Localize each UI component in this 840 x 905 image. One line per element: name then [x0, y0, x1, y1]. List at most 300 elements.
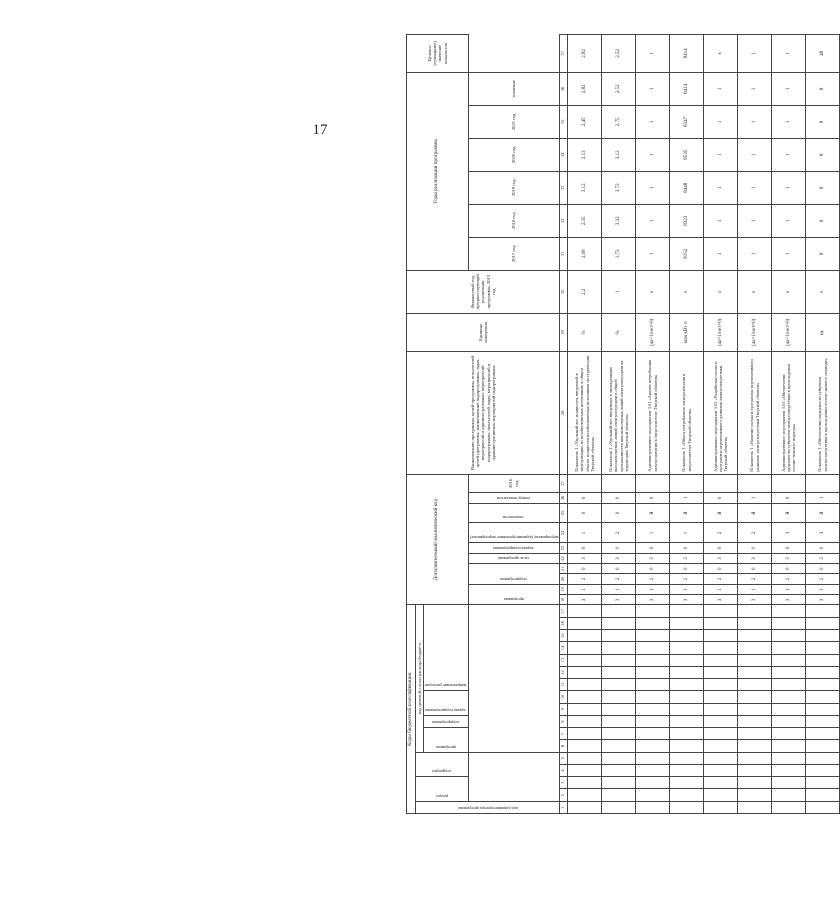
analytic-code-digit: 3 — [738, 553, 772, 563]
analytic-code-digit: 1 — [636, 584, 670, 594]
budget-code-cell — [670, 630, 704, 642]
year-value: 2,82 — [568, 72, 602, 105]
year-header: 2016 год — [468, 474, 559, 492]
budget-code-cell — [806, 801, 840, 813]
budget-code-cell — [704, 666, 738, 678]
budget-code-cell — [806, 764, 840, 776]
analytic-code-digit: 0 — [568, 493, 602, 503]
analytic-code-digit: Я — [704, 503, 738, 523]
budget-code-cell — [602, 728, 636, 740]
year-value: 1 — [738, 138, 772, 171]
analytic-code-digit: 0 — [636, 564, 670, 574]
budget-code-cell — [806, 679, 840, 691]
budget-code-cell — [806, 666, 840, 678]
budget-code-cell — [806, 752, 840, 764]
year-value: 1 — [772, 72, 806, 105]
budget-code-cell — [636, 801, 670, 813]
analytic-code-cell — [602, 474, 636, 492]
budget-code-cell — [738, 605, 772, 617]
year-header: 2019 год — [468, 171, 559, 204]
analytic-code-digit: 0 — [568, 503, 602, 523]
year-header: 2020 год — [468, 138, 559, 171]
an-indicator-type-header: показатели — [468, 503, 559, 523]
analytic-code-digit: 1 — [738, 493, 772, 503]
budget-code-cell — [806, 630, 840, 642]
year-value: 1 — [704, 105, 738, 138]
analytic-code-digit: 0 — [806, 564, 840, 574]
column-number: 4 — [560, 764, 568, 776]
budget-code-cell — [636, 642, 670, 654]
budget-code-cell — [568, 679, 602, 691]
budget-code-cell — [670, 654, 704, 666]
budget-code-cell — [636, 740, 670, 752]
analytic-code-digit: 1 — [806, 493, 840, 503]
indicator-name: Показатель 1 «Наличие схемы и программы перспективного развития электроэнергетики Тверской области» — [738, 352, 772, 475]
year-value: 1 — [636, 237, 670, 270]
final-value: 1 — [738, 35, 772, 73]
budget-code-cell — [806, 740, 840, 752]
year-value: 2,52 — [602, 72, 636, 105]
budget-code-cell — [704, 801, 738, 813]
year-value: 8535 — [670, 138, 704, 171]
analytic-code-digit: 2 — [806, 574, 840, 584]
year-value: 8 — [806, 105, 840, 138]
budget-code-cell — [806, 617, 840, 629]
base-year-value: 1 — [602, 270, 636, 313]
budget-code-cell — [738, 691, 772, 703]
budget-code-cell — [602, 654, 636, 666]
budget-code-cell — [602, 764, 636, 776]
analytic-code-cell — [704, 474, 738, 492]
year-value: 8448 — [670, 171, 704, 204]
final-value-subheader: значение — [468, 72, 559, 105]
budget-code-cell — [772, 679, 806, 691]
year-value: 3,12 — [602, 138, 636, 171]
analytic-code-digit: 0 — [738, 543, 772, 553]
budget-code-cell — [772, 642, 806, 654]
budget-code-cell — [772, 630, 806, 642]
analytic-code-digit: Я — [636, 503, 670, 523]
year-value: 2,35 — [568, 204, 602, 237]
year-value: 3,12 — [568, 171, 602, 204]
budget-code-cell — [670, 789, 704, 801]
column-number: 27 — [560, 474, 568, 492]
year-value: 8152 — [670, 237, 704, 270]
budget-code-cell — [772, 691, 806, 703]
analytic-code-cell — [636, 474, 670, 492]
final-value-header: Целевое (суммарное) значение показателя — [407, 35, 469, 73]
analytic-code-digit: 0 — [806, 543, 840, 553]
budget-code-cell — [602, 801, 636, 813]
analytic-code-digit: Я — [670, 503, 704, 523]
column-number: 13 — [560, 654, 568, 666]
analytic-code-digit: Я — [738, 503, 772, 523]
analytic-code-cell — [772, 474, 806, 492]
budget-code-cell — [772, 703, 806, 715]
budget-code-cell — [602, 617, 636, 629]
analytic-code-digit: 3 — [602, 553, 636, 563]
analytic-code-digit: 2 — [704, 574, 738, 584]
column-number: 22 — [560, 553, 568, 563]
analytic-code-digit: 0 — [602, 564, 636, 574]
budget-code-cell — [738, 617, 772, 629]
budget-code-cell — [772, 654, 806, 666]
budget-code-cell — [772, 801, 806, 813]
analytic-code-digit: 3 — [670, 595, 704, 605]
table-row — [704, 35, 738, 814]
analytic-code-digit: 2 — [670, 574, 704, 584]
header-row-1 — [407, 35, 416, 814]
budget-code-cell — [772, 728, 806, 740]
budget-code-cell — [738, 752, 772, 764]
analytic-code-digit: 3 — [568, 595, 602, 605]
analytic-code-digit: 3 — [806, 523, 840, 543]
year-value: 8323 — [670, 204, 704, 237]
task-header: задача подпрограммы — [424, 691, 468, 716]
budget-code-cell — [568, 728, 602, 740]
analytic-code-digit: 0 — [670, 564, 704, 574]
year-value: 1 — [704, 138, 738, 171]
budget-code-cell — [670, 715, 704, 727]
budget-code-cell — [738, 630, 772, 642]
expense-direction-header: направление расходов — [424, 605, 468, 691]
column-number: 6 — [560, 740, 568, 752]
year-value: 3,32 — [602, 204, 636, 237]
budget-code-cell — [602, 642, 636, 654]
budget-code-cell — [772, 764, 806, 776]
analytic-code-digit: 1 — [670, 584, 704, 594]
analytic-code-digit: 0 — [602, 493, 636, 503]
budget-code-cell — [636, 715, 670, 727]
years-group-header: Годы реализации программы — [407, 72, 469, 270]
budget-code-cell — [806, 728, 840, 740]
budget-code-cell — [670, 666, 704, 678]
budget-code-cell — [636, 605, 670, 617]
budget-code-cell — [602, 715, 636, 727]
year-header: 2021 год — [468, 105, 559, 138]
analytic-code-digit: 0 — [772, 543, 806, 553]
admin-code-header: код администратора программы — [415, 801, 559, 813]
budget-code-cell — [670, 752, 704, 764]
subprogram-header: подпрограмма — [424, 715, 468, 727]
indicators-table — [406, 34, 840, 814]
year-value: 8 — [806, 204, 840, 237]
year-value: 8 — [806, 72, 840, 105]
budget-code-cell — [772, 752, 806, 764]
analytic-code-digit: 1 — [704, 584, 738, 594]
year-value: 8347 — [670, 105, 704, 138]
column-number: 7 — [560, 728, 568, 740]
analytic-code-digit: 3 — [772, 595, 806, 605]
budget-code-cell — [738, 740, 772, 752]
analytic-code-digit: 1 — [670, 493, 704, 503]
analytic-code-digit: 0 — [568, 543, 602, 553]
unit-cell: (да=1/нет=0) — [772, 313, 806, 351]
analytic-code-digit: 2 — [738, 574, 772, 584]
final-value: 2,82 — [568, 35, 602, 73]
year-value: 8 — [806, 237, 840, 270]
budget-code-cell — [806, 654, 840, 666]
year-value: 8 — [806, 171, 840, 204]
year-value: 2,08 — [568, 237, 602, 270]
analytic-code-digit: 2 — [602, 523, 636, 543]
budget-code-cell — [772, 777, 806, 789]
year-value: 1 — [704, 204, 738, 237]
budget-code-cell — [670, 691, 704, 703]
budget-code-cell — [602, 666, 636, 678]
analytic-code-digit: 0 — [704, 493, 738, 503]
analytic-code-digit: 3 — [568, 553, 602, 563]
budget-code-cell — [772, 666, 806, 678]
budget-code-cell — [806, 789, 840, 801]
year-value: 1 — [738, 72, 772, 105]
budget-code-cell — [704, 777, 738, 789]
budget-code-cell — [806, 642, 840, 654]
analytic-code-digit: 1 — [738, 584, 772, 594]
year-value: 8 — [806, 138, 840, 171]
column-number: 16 — [560, 617, 568, 629]
budget-code-cell — [806, 777, 840, 789]
column-number: 10 — [560, 691, 568, 703]
table-row — [602, 35, 636, 814]
analytic-code-digit: 1 — [568, 523, 602, 543]
column-number: 3 — [560, 777, 568, 789]
analytic-code-cell — [806, 474, 840, 492]
year-value: 1 — [738, 105, 772, 138]
base-year-value: х — [704, 270, 738, 313]
analytic-code-cell — [738, 474, 772, 492]
column-number: 31 — [560, 237, 568, 270]
year-value: 1 — [636, 72, 670, 105]
indicator-name: Административное мероприятие 3.03 «Обеспечение надежности субъектов электроэнергетики в прохождении осенне-зимнего периода» — [772, 352, 806, 475]
budget-code-cell — [568, 666, 602, 678]
year-value: 1 — [772, 138, 806, 171]
column-number: 11 — [560, 679, 568, 691]
final-value: 1 — [772, 35, 806, 73]
table-row — [568, 35, 602, 814]
column-number: 15 — [560, 630, 568, 642]
budget-code-cell — [806, 605, 840, 617]
final-value: 2,52 — [602, 35, 636, 73]
target-code-header: код целевой статьи расхода бюджета — [415, 605, 423, 752]
analytic-code-digit: 0 — [568, 564, 602, 574]
budget-code-cell — [738, 801, 772, 813]
column-number: 36 — [560, 72, 568, 105]
budget-code-cell — [704, 691, 738, 703]
analytic-code-digit: Я — [806, 503, 840, 523]
budget-code-cell — [568, 703, 602, 715]
year-value: 1 — [636, 204, 670, 237]
budget-code-cell — [602, 789, 636, 801]
base-year-value: х — [772, 270, 806, 313]
budget-code-cell — [772, 617, 806, 629]
analytic-code-digit: 3 — [670, 553, 704, 563]
analytic-code-digit: 3 — [602, 595, 636, 605]
analytic-code-header: Дополнительный аналитический код — [407, 474, 469, 605]
analytic-code-digit: 0 — [636, 493, 670, 503]
analytic-code-digit: 3 — [806, 553, 840, 563]
budget-code-cell — [568, 642, 602, 654]
budget-code-cell — [602, 679, 636, 691]
budget-code-cell — [636, 752, 670, 764]
budget-code-cell — [602, 777, 636, 789]
budget-code-cell — [568, 801, 602, 813]
column-number: 30 — [560, 270, 568, 313]
budget-code-cell — [602, 630, 636, 642]
column-number: 8 — [560, 715, 568, 727]
budget-code-cell — [602, 605, 636, 617]
budget-code-cell — [568, 777, 602, 789]
budget-code-cell — [602, 752, 636, 764]
unit-cell: % — [568, 313, 602, 351]
budget-code-cell — [704, 740, 738, 752]
column-number: 24 — [560, 523, 568, 543]
program-header: программа — [424, 728, 468, 753]
analytic-code-digit: 1 — [568, 584, 602, 594]
budget-code-cell — [568, 691, 602, 703]
analytic-code-digit: 1 — [772, 584, 806, 594]
budget-code-cell — [670, 679, 704, 691]
an-program-header: программа — [468, 584, 559, 605]
unit-cell: % — [602, 313, 636, 351]
budget-code-cell — [636, 630, 670, 642]
table-row — [636, 35, 670, 814]
budget-code-cell — [568, 654, 602, 666]
budget-code-cell — [670, 777, 704, 789]
base-year-value: 2,2 — [568, 270, 602, 313]
indicator-name: Показатель 2 «Удельный вес введенных в эксплуатацию высоковольтных линий электропередачи в общей протяженности высоковольтных линий электропередачи на территории Тверской области» — [602, 352, 636, 475]
analytic-code-digit: 0 — [704, 564, 738, 574]
budget-code-cell — [568, 605, 602, 617]
analytic-code-digit: 2 — [704, 523, 738, 543]
indicator-name: Показатель 1 «Объем потребления электроэнергии в энергосистеме Тверской области» — [670, 352, 704, 475]
analytic-code-digit: 2 — [568, 574, 602, 584]
column-number: 28 — [560, 352, 568, 475]
year-value: 1 — [636, 171, 670, 204]
budget-code-cell — [670, 703, 704, 715]
budget-code-cell — [704, 654, 738, 666]
column-number: 21 — [560, 564, 568, 574]
analytic-code-digit: 1 — [636, 523, 670, 543]
year-value: 2,13 — [568, 138, 602, 171]
budget-code-cell — [670, 728, 704, 740]
budget-code-cell — [772, 789, 806, 801]
budget-code-cell — [704, 752, 738, 764]
unit-cell: млн кВт·ч — [670, 313, 704, 351]
year-value: 1 — [772, 105, 806, 138]
column-number: 19 — [560, 584, 568, 594]
analytic-code-digit: 3 — [738, 595, 772, 605]
year-value: 1 — [772, 237, 806, 270]
base-year-value: х — [738, 270, 772, 313]
budget-code-cell — [738, 666, 772, 678]
budget-code-cell — [636, 666, 670, 678]
base-year-value: х — [806, 270, 840, 313]
page-number: 17 — [312, 122, 328, 138]
table-row — [806, 35, 840, 814]
budget-code-cell — [670, 801, 704, 813]
analytic-code-digit: 1 — [602, 584, 636, 594]
analytic-code-digit: 3 — [806, 595, 840, 605]
analytic-code-digit: 0 — [670, 543, 704, 553]
budget-code-cell — [704, 630, 738, 642]
budget-code-cell — [738, 642, 772, 654]
analytic-code-digit: 3 — [636, 595, 670, 605]
indicator-name-header: Наименование программы, целей программы, показателей целей программы, наименование подпрограммы, задач, мероприятий и административных мероприятий подпрограммы, показателей задач, мероприятий и административных мероприятий подпрограммы — [407, 352, 560, 475]
year-header: 2018 год — [468, 204, 559, 237]
budget-code-cell — [704, 715, 738, 727]
year-value: 1 — [704, 171, 738, 204]
column-number: 18 — [560, 595, 568, 605]
budget-code-cell — [670, 764, 704, 776]
final-value: 48 — [806, 35, 840, 73]
year-value: 1 — [738, 171, 772, 204]
analytic-code-digit: 0 — [636, 543, 670, 553]
analytic-code-digit: 2 — [636, 574, 670, 584]
analytic-code-digit: 1 — [670, 523, 704, 543]
year-value: 1 — [738, 237, 772, 270]
column-number: 26 — [560, 493, 568, 503]
budget-code-cell — [772, 605, 806, 617]
budget-code-cell — [738, 764, 772, 776]
year-value: 2,45 — [568, 105, 602, 138]
budget-code-cell — [738, 715, 772, 727]
an-goal-header: цель программы — [468, 553, 559, 563]
budget-code-cell — [568, 789, 602, 801]
final-value: х — [704, 35, 738, 73]
budget-classification-header: Коды бюджетной классификации — [407, 605, 416, 814]
budget-code-cell — [636, 703, 670, 715]
base-year-value: х — [670, 270, 704, 313]
budget-code-cell — [636, 728, 670, 740]
analytic-code-digit: 1 — [806, 584, 840, 594]
budget-code-cell — [568, 740, 602, 752]
budget-code-cell — [738, 789, 772, 801]
budget-code-cell — [704, 728, 738, 740]
budget-code-cell — [636, 654, 670, 666]
subsection-header: подраздел — [415, 752, 468, 777]
analytic-code-digit: 3 — [772, 553, 806, 563]
column-number: 34 — [560, 138, 568, 171]
base-year-header: Финансовый год, предшествующий реализации программы, 2015 год — [407, 270, 560, 313]
analytic-code-digit: 3 — [636, 553, 670, 563]
analytic-code-cell — [568, 474, 602, 492]
analytic-code-digit: Я — [772, 503, 806, 523]
unit-cell: (да=1/нет=0) — [738, 313, 772, 351]
budget-code-cell — [704, 617, 738, 629]
unit-header: Единица измерения — [407, 313, 560, 351]
column-number: 25 — [560, 503, 568, 523]
year-value: 1 — [636, 105, 670, 138]
year-value: 3,72 — [602, 171, 636, 204]
column-number: 2 — [560, 789, 568, 801]
an-indicator-number-header: номер показателя — [468, 493, 559, 503]
analytic-code-digit: 3 — [772, 523, 806, 543]
budget-code-cell — [670, 642, 704, 654]
budget-code-cell — [806, 715, 840, 727]
budget-code-cell — [602, 740, 636, 752]
final-value: 1 — [636, 35, 670, 73]
column-number: 20 — [560, 574, 568, 584]
budget-code-cell — [636, 679, 670, 691]
budget-code-cell — [568, 752, 602, 764]
budget-code-cell — [738, 654, 772, 666]
budget-code-cell — [602, 703, 636, 715]
budget-code-cell — [704, 764, 738, 776]
column-number: 5 — [560, 752, 568, 764]
analytic-code-digit: 2 — [738, 523, 772, 543]
column-number: 33 — [560, 171, 568, 204]
